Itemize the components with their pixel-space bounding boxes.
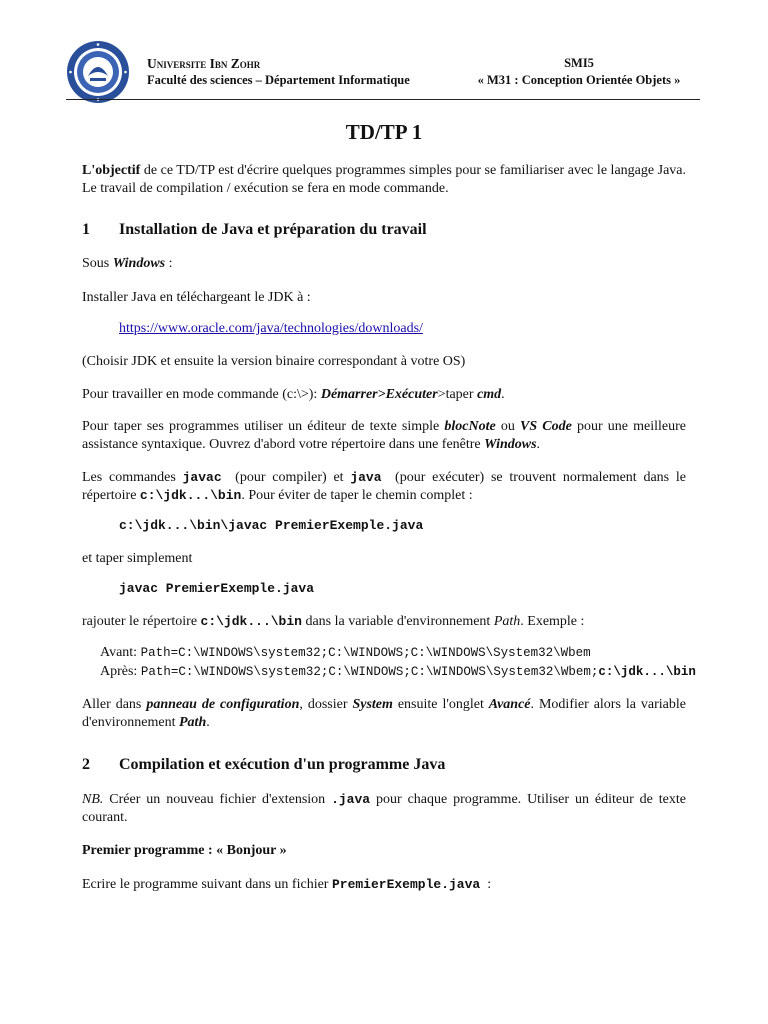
cmds-text-1: Les commandes: [82, 470, 183, 485]
cmds-text-2: (pour compiler) et: [221, 470, 351, 485]
write-end: :: [480, 877, 492, 892]
code-full-path: c:\jdk...\bin\javac PremierExemple.java: [119, 518, 424, 533]
section-1-number: 1: [82, 221, 90, 238]
path-text-1: rajouter le répertoire: [82, 614, 201, 629]
nb-text-2: pour chaque programme. Utiliser un éditeur de texte courant.: [82, 792, 686, 825]
config-paragraph: [82, 696, 686, 732]
cmd-end: .: [501, 387, 505, 402]
section-1-title: Installation de Java et préparation du travail: [119, 221, 427, 238]
path-text-2: dans la variable d'environnement: [301, 614, 494, 629]
config-text-5: .: [206, 715, 210, 730]
path-var: Path: [493, 614, 521, 629]
header-divider: [66, 99, 700, 100]
editor-vscode: VS Code: [520, 419, 572, 434]
intro-lead: L'objectif: [82, 163, 141, 178]
editor-text-4: .: [536, 437, 541, 452]
editor-text-3: pour une meilleure assistance syntaxique. Ouvrez d'abord votre répertoire dans une fenêtre: [82, 419, 686, 452]
after-label: Après:: [100, 664, 141, 679]
course-code: SMI5: [564, 56, 594, 70]
editor-windows: Windows: [484, 437, 537, 452]
university-name: Universite Ibn Zohr: [147, 56, 261, 71]
install-text: Installer Java en téléchargeant le JDK à :: [82, 290, 311, 305]
section-2-number: 2: [82, 756, 90, 773]
course-name: « M31 : Conception Orientée Objets »: [477, 73, 681, 87]
first-program-heading: Premier programme : « Bonjour »: [82, 843, 287, 858]
nb-label: NB.: [82, 792, 104, 807]
cmd-name: cmd: [477, 387, 502, 402]
download-link-line: [119, 320, 423, 338]
sous-prefix: Sous: [82, 256, 113, 271]
after-value: Path=C:\WINDOWS\system32;C:\WINDOWS;C:\WINDOWS\System32\Wbem;: [140, 665, 599, 679]
cmds-text-4: . Pour éviter de taper le chemin complet :: [241, 488, 473, 503]
page-title: TD/TP 1: [345, 120, 423, 144]
config-text-3: ensuite l'onglet: [392, 697, 489, 712]
choose-jdk-text: (Choisir JDK et ensuite la version binaire correspondant à votre OS): [82, 354, 466, 369]
cmd-menu-path: Démarrer>Exécuter: [320, 387, 438, 402]
sous-suffix: :: [165, 256, 173, 271]
write-file: PremierExemple.java: [331, 877, 481, 892]
write-program-line: [82, 876, 686, 894]
faculty-name: Faculté des sciences – Département Informatique: [147, 73, 410, 87]
config-system: System: [352, 697, 393, 712]
config-text-1: Aller dans: [82, 697, 147, 712]
commands-paragraph: [82, 469, 690, 505]
path-dir: c:\jdk...\bin: [200, 614, 302, 629]
nb-ext: .java: [331, 792, 371, 807]
cmds-javac: javac: [182, 470, 222, 485]
intro-paragraph: [82, 162, 686, 198]
sous-windows-line: [82, 255, 686, 273]
path-instruction: [82, 613, 686, 631]
path-before: [100, 645, 591, 661]
nb-text-1: Créer un nouveau fichier d'extension: [103, 792, 332, 807]
path-text-3: . Exemple :: [520, 614, 585, 629]
config-tab: Avancé: [488, 697, 531, 712]
write-text: Ecrire le programme suivant dans un fichier: [82, 877, 332, 892]
cmds-text-3: (pour exécuter) se trouvent normalement dans le répertoire: [82, 470, 690, 503]
nb-paragraph: [82, 791, 686, 827]
header-course: [464, 55, 694, 89]
intro-text: de ce TD/TP est d'écrire quelques programmes simples pour se familiariser avec le langage Java. Le travail de compilation / exécution se fera en mode commande.: [82, 163, 686, 196]
simply-text: et taper simplement: [82, 551, 193, 566]
section-2-heading: [82, 756, 445, 774]
config-text-4: . Modifier alors la variable d'environnement: [82, 697, 686, 730]
editor-text-1: Pour taper ses programmes utiliser un éditeur de texte simple: [82, 419, 445, 434]
config-text-2: , dossier: [299, 697, 353, 712]
cmd-mode-line: [82, 386, 686, 404]
cmds-dir: c:\jdk...\bin: [139, 488, 242, 503]
path-after: [100, 664, 696, 680]
editor-paragraph: [82, 418, 686, 454]
university-logo-icon: [66, 40, 130, 104]
header-institution: [147, 55, 410, 89]
jdk-download-link[interactable]: https://www.oracle.com/java/technologies/downloads/: [119, 321, 423, 336]
section-1-heading: [82, 221, 427, 239]
after-added: c:\jdk...\bin: [598, 665, 696, 679]
config-panel: panneau de configuration: [146, 697, 300, 712]
before-value: Path=C:\WINDOWS\system32;C:\WINDOWS;C:\WINDOWS\System32\Wbem: [140, 646, 591, 660]
code-short: javac PremierExemple.java: [119, 581, 315, 596]
cmd-mid: >taper: [437, 387, 478, 402]
section-2-title: Compilation et exécution d'un programme Java: [119, 756, 446, 773]
config-path: Path: [179, 715, 207, 730]
cmds-java: java: [350, 470, 382, 485]
before-label: Avant:: [100, 645, 141, 660]
editor-blocnote: blocNote: [444, 419, 496, 434]
sous-os: Windows: [112, 256, 166, 271]
cmd-prefix: Pour travailler en mode commande (c:\>):: [82, 387, 321, 402]
editor-text-2: ou: [495, 419, 521, 434]
